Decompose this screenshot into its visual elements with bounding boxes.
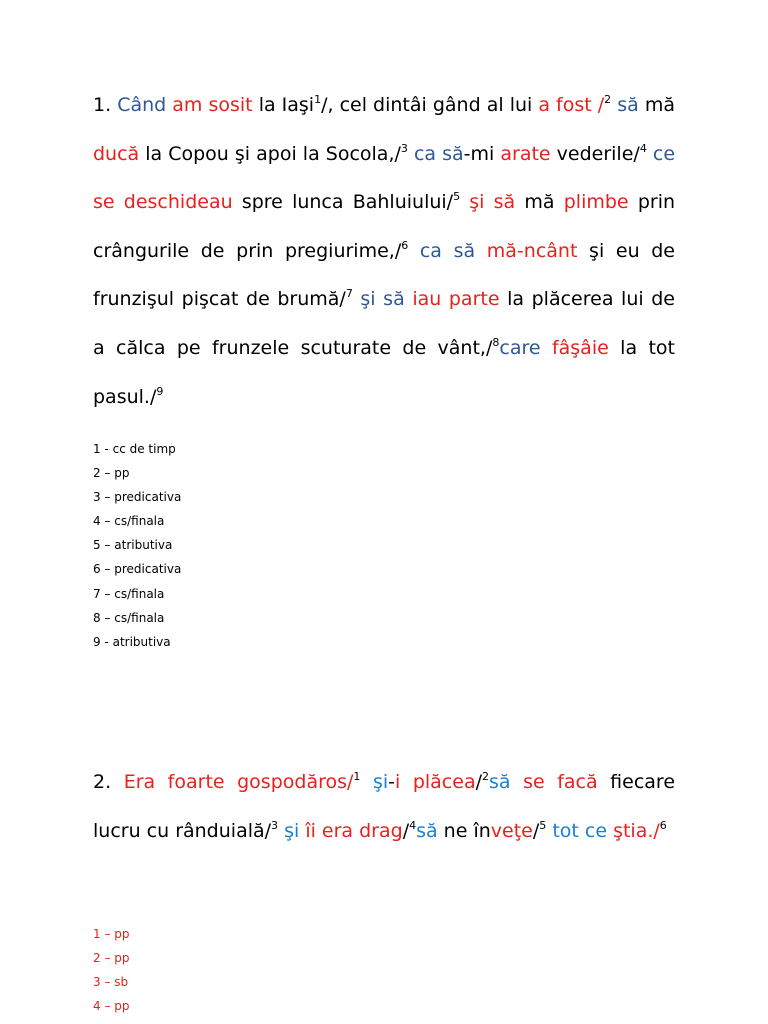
sentence-text: / xyxy=(532,819,540,842)
highlighted-phrase: care xyxy=(499,336,541,359)
sentence-2 xyxy=(93,758,675,855)
highlighted-phrase: plimbe xyxy=(563,191,629,214)
analysis-item: 9 - atributiva xyxy=(93,634,171,649)
analysis-item: 5 – atributiva xyxy=(93,538,173,553)
sentence-text xyxy=(511,771,524,793)
analysis-item: 1 - cc de timp xyxy=(93,442,176,456)
analysis-item: 7 – cs/finala xyxy=(93,586,165,601)
clause-marker: 1 xyxy=(353,770,361,783)
sentence-text: la Copou şi apoi la Socola,/ xyxy=(139,142,401,165)
sentence-2-number: 2. xyxy=(93,771,112,793)
analysis-list-1 xyxy=(93,437,181,654)
highlighted-phrase: se deschideau xyxy=(93,191,233,214)
analysis-item: 4 – pp xyxy=(93,999,130,1014)
highlighted-phrase: şi xyxy=(372,771,389,793)
clause-marker: 9 xyxy=(156,384,164,398)
highlighted-phrase: ce xyxy=(652,142,676,165)
highlighted-phrase: să xyxy=(617,94,639,116)
clause-marker: 4 xyxy=(639,141,647,155)
sentence-text xyxy=(541,337,552,359)
sentence-text: -mi xyxy=(463,142,501,165)
analysis-list-2 xyxy=(93,922,130,1018)
highlighted-phrase: am sosit xyxy=(172,94,253,116)
sentence-text: la tot pasul./ xyxy=(93,336,675,408)
analysis-item: 4 – cs/finala xyxy=(93,514,165,529)
sentence-text: mă xyxy=(638,94,675,116)
highlighted-phrase: ştia./ xyxy=(613,819,660,842)
sentence-text: - xyxy=(388,771,396,793)
highlighted-phrase: şi xyxy=(284,819,300,842)
clause-marker: 1 xyxy=(314,93,322,106)
sentence-text xyxy=(360,771,373,793)
sentence-text: spre lunca Bahluiului/ xyxy=(232,191,454,214)
sentence-text: vederile/ xyxy=(550,142,640,165)
sentence-1 xyxy=(93,81,675,421)
highlighted-phrase: Era foarte gospodăros/ xyxy=(123,771,354,793)
analysis-item: 2 – pp xyxy=(93,951,130,966)
highlighted-phrase: să xyxy=(416,819,438,842)
analysis-item: 8 – cs/finala xyxy=(93,610,165,625)
sentence-text: / xyxy=(402,819,410,842)
analysis-item: 3 – sb xyxy=(93,975,129,990)
analysis-item: 6 – predicativa xyxy=(93,562,182,577)
sentence-text xyxy=(408,240,420,262)
sentence-text xyxy=(475,240,487,262)
highlighted-phrase: fâşâie xyxy=(551,336,609,359)
clause-marker: 8 xyxy=(492,335,500,349)
clause-marker: 3 xyxy=(271,818,279,832)
sentence-text: / xyxy=(475,771,482,793)
clause-marker: 5 xyxy=(539,818,547,832)
highlighted-phrase: veţe xyxy=(490,819,533,842)
sentence-text: ne în xyxy=(437,819,491,842)
sentence-text: fiecare lucru cu rânduială/ xyxy=(93,771,676,842)
highlighted-phrase: ducă xyxy=(93,142,140,165)
highlighted-phrase: arate xyxy=(500,142,551,165)
highlighted-phrase: ca să xyxy=(413,142,464,165)
sentence-text: mă xyxy=(515,191,564,214)
clause-marker: 7 xyxy=(345,287,353,301)
highlighted-phrase: se facă xyxy=(523,771,598,793)
highlighted-phrase: şi să xyxy=(469,191,516,214)
highlighted-phrase: ca să xyxy=(419,239,476,262)
clause-marker: 4 xyxy=(409,818,417,832)
analysis-item: 2 – pp xyxy=(93,466,130,481)
highlighted-phrase: să xyxy=(489,771,511,793)
sentence-text: şi eu de frunzişul pişcat de brumă/ xyxy=(93,239,675,311)
sentence-text: /, cel dintâi gând al lui xyxy=(321,94,539,116)
clause-marker: 3 xyxy=(400,141,408,155)
highlighted-phrase: iau parte xyxy=(412,288,500,311)
clause-marker: 2 xyxy=(604,93,612,106)
highlighted-phrase: mă-ncânt xyxy=(486,239,578,262)
clause-marker: 5 xyxy=(453,190,461,204)
sentence-1-number: 1. xyxy=(93,94,112,116)
analysis-item: 3 – predicativa xyxy=(93,490,182,505)
highlighted-phrase: i plăcea xyxy=(395,771,476,793)
clause-marker: 6 xyxy=(401,238,409,252)
analysis-item: 1 – pp xyxy=(93,927,130,941)
highlighted-phrase: a fost / xyxy=(538,94,605,116)
highlighted-phrase: tot ce xyxy=(552,819,608,842)
clause-marker: 6 xyxy=(659,818,667,832)
sentence-text: la plăcerea lui de a călca pe frunzele scuturate de vânt,/ xyxy=(93,288,675,359)
sentence-text: la Iaşi xyxy=(252,94,315,116)
highlighted-phrase: şi să xyxy=(360,288,405,311)
clause-marker: 2 xyxy=(482,770,489,783)
highlighted-phrase: Când xyxy=(117,94,167,116)
sentence-text: prin crângurile de prin pregiurime,/ xyxy=(93,191,676,262)
highlighted-phrase: îi era drag xyxy=(305,819,403,842)
sentence-text xyxy=(460,191,469,213)
